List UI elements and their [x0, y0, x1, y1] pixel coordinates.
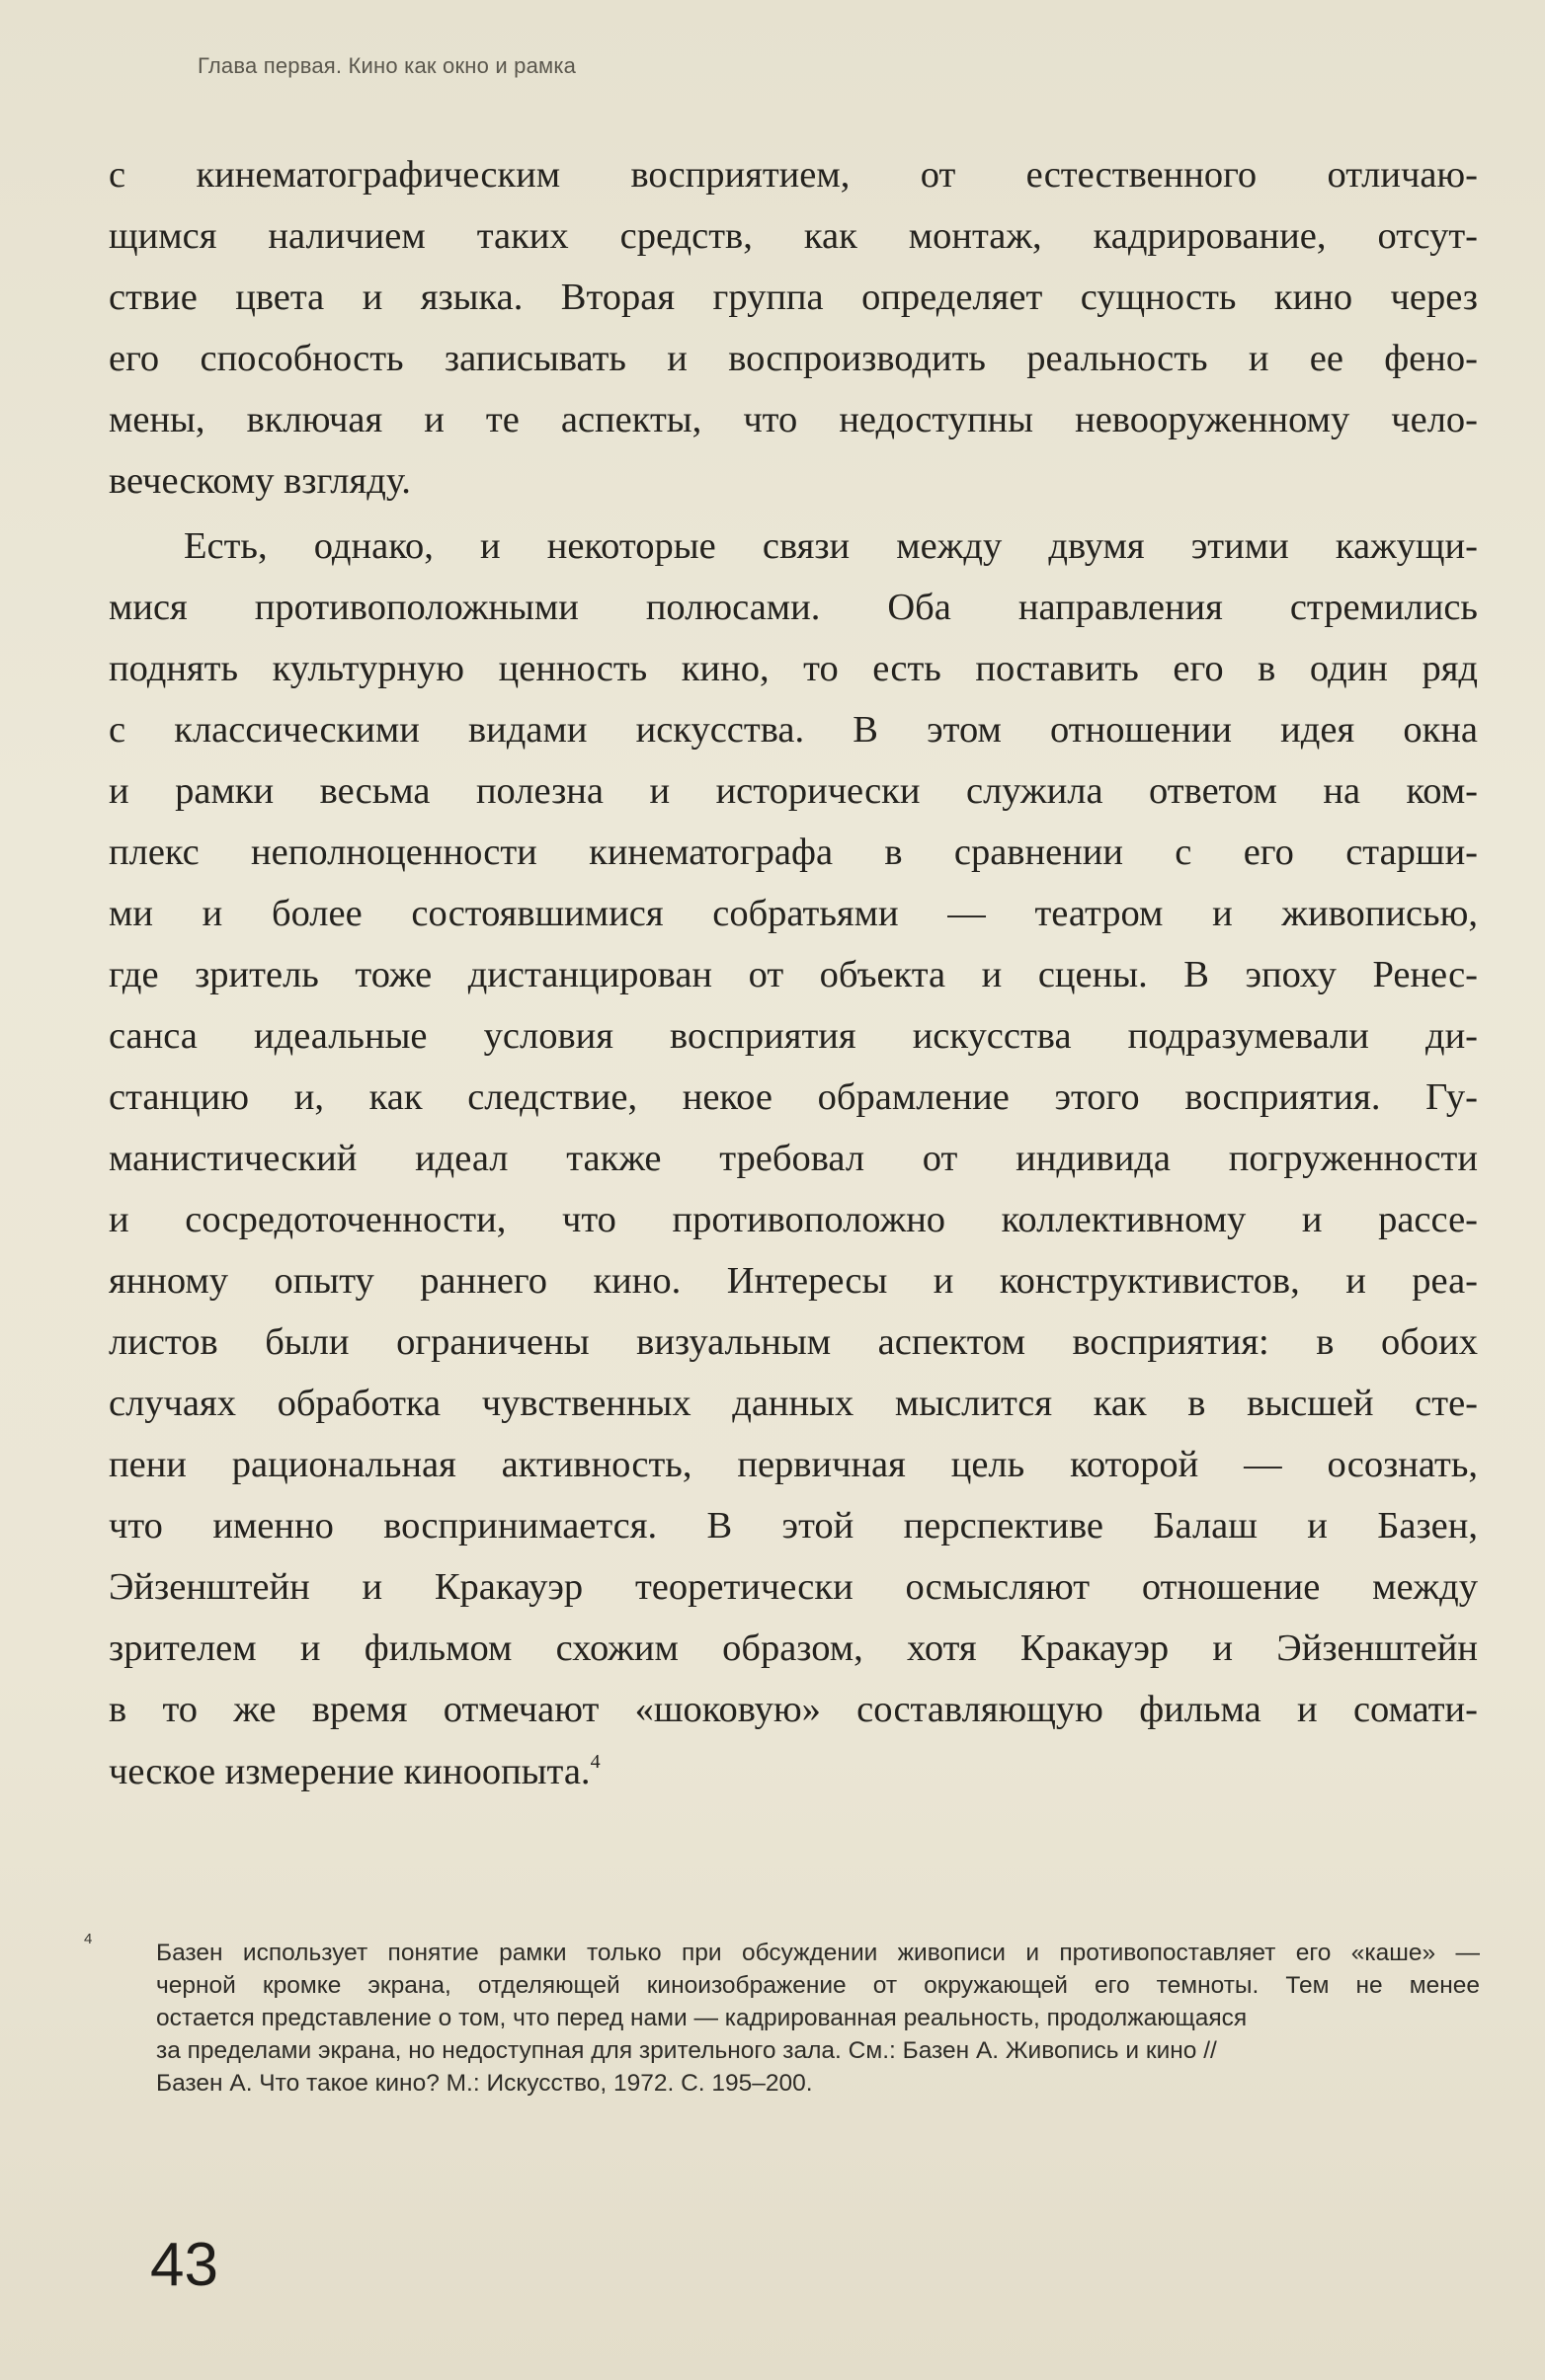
body-line: Эйзенштейн и Кракауэр теоретически осмысляют отношение между — [109, 1566, 1478, 1608]
body-line: его способность записывать и воспроизводить реальность и ее фено- — [109, 338, 1478, 379]
body-line: мены, включая и те аспекты, что недоступны невооруженному чело- — [109, 399, 1478, 440]
footnote-line: Базен А. Что такое кино? М.: Искусство, 1972. С. 195–200. — [156, 2070, 813, 2097]
body-line: листов были ограничены визуальным аспектом восприятия: в обоих — [109, 1321, 1478, 1363]
body-line: ствие цвета и языка. Вторая группа определяет сущность кино через — [109, 277, 1478, 318]
footnote-line: черной кромке экрана, отделяющей киноизображение от окружающей его темноты. Тем не менее — [156, 1972, 1480, 1999]
body-line: мися противоположными полюсами. Оба направления стремились — [109, 587, 1478, 628]
body-line: плекс неполноценности кинематографа в сравнении с его старши- — [109, 832, 1478, 873]
body-line: щимся наличием таких средств, как монтаж, кадрирование, отсут- — [109, 215, 1478, 257]
body-line: в то же время отмечают «шоковую» составляющую фильма и сомати- — [109, 1689, 1478, 1730]
body-line: с классическими видами искусства. В этом отношении идея окна — [109, 709, 1478, 751]
running-head: Глава первая. Кино как окно и рамка — [198, 53, 577, 78]
body-line: ми и более состоявшимися собратьями — театром и живописью, — [109, 893, 1478, 934]
body-line: санса идеальные условия восприятия искусства подразумевали ди- — [109, 1015, 1478, 1057]
footnote-line: остается представление о том, что перед нами — кадрированная реальность, продолжающаяся — [156, 2005, 1248, 2031]
body-line: что именно воспринимается. В этой перспективе Балаш и Базен, — [109, 1505, 1478, 1547]
body-line-text: ческое измерение киноопыта. — [109, 1751, 591, 1792]
body-line-last — [109, 1752, 601, 1791]
footnote-number: 4 — [84, 1931, 93, 1947]
body-line: и сосредоточенности, что противоположно коллективному и рассе- — [109, 1199, 1478, 1240]
body-line: где зритель тоже дистанцирован от объекта и сцены. В эпоху Ренес- — [109, 954, 1478, 995]
body-line: зрителем и фильмом схожим образом, хотя Кракауэр и Эйзенштейн — [109, 1627, 1478, 1669]
body-line: янному опыту раннего кино. Интересы и конструктивистов, и реа- — [109, 1260, 1478, 1302]
page-number: 43 — [150, 2231, 218, 2299]
footnote-line: Базен использует понятие рамки только при обсуждении живописи и противопоставляет его «каше» — — [156, 1940, 1480, 1966]
footnote-line: за пределами экрана, но недоступная для зрительного зала. См.: Базен А. Живопись и кино // — [156, 2037, 1217, 2064]
body-line: поднять культурную ценность кино, то есть поставить его в один ряд — [109, 648, 1478, 689]
body-line: с кинематографическим восприятием, от естественного отличаю- — [109, 154, 1478, 196]
body-line: пени рациональная активность, первичная цель которой — осознать, — [109, 1444, 1478, 1485]
body-line: манистический идеал также требовал от индивида погруженности — [109, 1138, 1478, 1179]
body-line: Есть, однако, и некоторые связи между двумя этими кажущи- — [184, 525, 1478, 567]
footnote-reference[interactable]: 4 — [590, 1751, 601, 1773]
body-line: веческому взгляду. — [109, 460, 411, 502]
body-line: станцию и, как следствие, некое обрамление этого восприятия. Гу- — [109, 1076, 1478, 1118]
body-line: случаях обработка чувственных данных мыслится как в высшей сте- — [109, 1383, 1478, 1424]
body-line: и рамки весьма полезна и исторически служила ответом на ком- — [109, 770, 1478, 812]
